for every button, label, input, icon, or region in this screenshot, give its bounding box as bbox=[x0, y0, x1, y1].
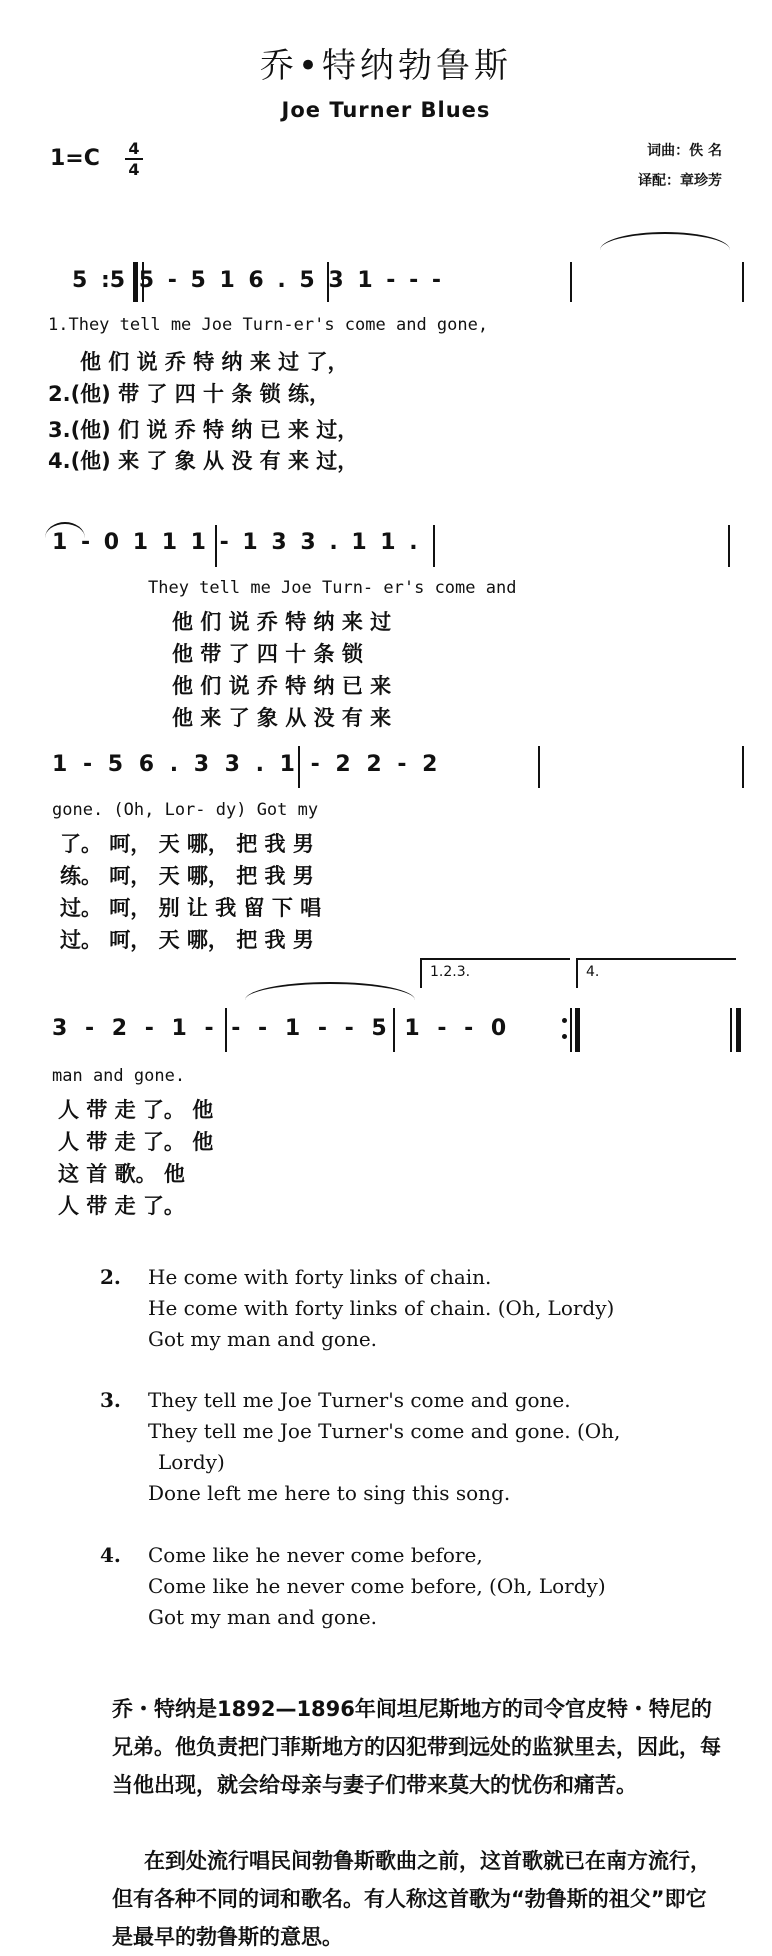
verse-line: He come with forty links of chain. (Oh, Lordy) bbox=[148, 1296, 615, 1320]
lyric-zh-row-3-line-4: 过。 呵， 天 哪， 把 我 男 bbox=[60, 928, 314, 952]
lyric-en-row-4: man and gone. bbox=[52, 1066, 186, 1086]
lyric-en-row-2: They tell me Joe Turn- er's come and bbox=[148, 578, 517, 598]
barline bbox=[742, 746, 744, 788]
barline bbox=[742, 262, 744, 302]
verse-3 bbox=[100, 1385, 740, 1515]
note-paragraph-2: 在到处流行唱民间勃鲁斯歌曲之前，这首歌就已在南方流行，但有各种不同的词和歌名。有人称这首歌为“勃鲁斯的祖父”即它是最早的勃鲁斯的意思。 bbox=[112, 1849, 711, 1949]
lyric-zh-row-3-line-1: 了。 呵， 天 哪， 把 我 男 bbox=[60, 832, 314, 856]
lyric-zh-row-1-line-1: 他 们 说 乔 特 纳 来 过 了， bbox=[80, 350, 349, 374]
credit-translation: 译配：章珍芳 bbox=[638, 173, 722, 189]
verse-lines bbox=[148, 1540, 606, 1633]
volta-1: 1.2.3. bbox=[420, 958, 570, 988]
repeat-dot bbox=[562, 1018, 567, 1023]
lyric-zh-row-3-line-3: 过。 呵， 别 让 我 留 下 唱 bbox=[60, 896, 322, 920]
song-subtitle: Joe Turner Blues bbox=[281, 98, 491, 122]
lyric-zh-row-4-line-4: 人 带 走 了。 bbox=[58, 1194, 185, 1218]
lyric-zh-row-3-line-2: 练。 呵， 天 哪， 把 我 男 bbox=[60, 864, 314, 888]
time-signature bbox=[125, 140, 143, 178]
key-signature: 1=C bbox=[50, 146, 100, 171]
lyric-zh-row-1-line-2: 2.(他) 带 了 四 十 条 锁 练， bbox=[48, 382, 330, 406]
repeat-dot bbox=[562, 1034, 567, 1039]
verse-number: 2. bbox=[100, 1265, 121, 1289]
lyric-zh-row-1-line-3: 3.(他) 们 说 乔 特 纳 已 来 过， bbox=[48, 418, 359, 442]
barline bbox=[433, 525, 435, 567]
verse-line: Got my man and gone. bbox=[148, 1605, 378, 1629]
verse-line: He come with forty links of chain. bbox=[148, 1265, 492, 1289]
barline bbox=[730, 1008, 732, 1052]
verse-line: Done left me here to sing this song. bbox=[148, 1481, 511, 1505]
time-signature-top: 4 bbox=[128, 139, 140, 158]
volta-2: 4. bbox=[576, 958, 736, 988]
verse-line: Come like he never come before, (Oh, Lordy) bbox=[148, 1574, 606, 1598]
song-title: 乔•特纳勃鲁斯 bbox=[259, 46, 513, 86]
lyric-zh-row-2-line-1: 他 们 说 乔 特 纳 来 过 bbox=[172, 610, 392, 634]
note-paragraph-1: 乔・特纳是1892—1896年间坦尼斯地方的司令官皮特・特尼的兄弟。他负责把门菲斯地方的囚犯带到远处的监狱里去，因此，每当他出现，就会给母亲与妻子们带来莫大的忧伤和痛苦。 bbox=[112, 1697, 721, 1797]
barline bbox=[728, 525, 730, 567]
notes-row-4: 3 - 2 - 1 - - - 1 - - 5 1 - - 0 bbox=[52, 1016, 507, 1041]
verse-lines bbox=[148, 1262, 614, 1355]
notes-row-1: 5 :5 5 - 5 1 6 . 5 3 1 - - - bbox=[72, 268, 442, 293]
verse-line: Lordy) bbox=[158, 1450, 225, 1474]
lyric-zh-row-2-line-3: 他 们 说 乔 特 纳 已 来 bbox=[172, 674, 392, 698]
lyric-zh-row-4-line-2: 人 带 走 了。 他 bbox=[58, 1130, 214, 1154]
lyric-zh-row-4-line-1: 人 带 走 了。 他 bbox=[58, 1098, 214, 1122]
verse-4 bbox=[100, 1540, 740, 1640]
verse-number: 4. bbox=[100, 1543, 121, 1567]
final-barline bbox=[736, 1008, 741, 1052]
barline bbox=[570, 262, 572, 302]
repeat-barline bbox=[575, 1008, 580, 1052]
verse-line: Got my man and gone. bbox=[148, 1327, 378, 1351]
verse-line: They tell me Joe Turner's come and gone. bbox=[148, 1388, 571, 1412]
verse-line: They tell me Joe Turner's come and gone. (Oh, bbox=[148, 1419, 621, 1443]
verse-2 bbox=[100, 1262, 740, 1362]
verse-number: 3. bbox=[100, 1388, 121, 1412]
credit-lyrics: 词曲：佚 名 bbox=[647, 143, 722, 159]
time-signature-bottom: 4 bbox=[128, 160, 140, 179]
verse-lines bbox=[148, 1385, 620, 1509]
lyric-en-row-1: 1.They tell me Joe Turn-er's come and gone, bbox=[48, 315, 489, 335]
verse-line: Come like he never come before, bbox=[148, 1543, 483, 1567]
notes-row-3: 1 - 5 6 . 3 3 . 1 - 2 2 - 2 bbox=[52, 752, 438, 777]
lyric-zh-row-4-line-3: 这 首 歌。 他 bbox=[58, 1162, 185, 1186]
lyric-zh-row-2-line-2: 他 带 了 四 十 条 锁 bbox=[172, 642, 363, 666]
lyric-zh-row-1-line-4: 4.(他) 来 了 象 从 没 有 来 过， bbox=[48, 449, 359, 473]
slur bbox=[245, 982, 415, 1000]
barline bbox=[538, 746, 540, 788]
barline bbox=[570, 1008, 572, 1052]
notes-row-2: 1 - 0 1 1 1 - 1 3 3 . 1 1 . bbox=[52, 530, 418, 555]
lyric-zh-row-2-line-4: 他 来 了 象 从 没 有 来 bbox=[172, 706, 392, 730]
lyric-en-row-3: gone. (Oh, Lor- dy) Got my bbox=[52, 800, 319, 820]
slur bbox=[600, 232, 730, 250]
